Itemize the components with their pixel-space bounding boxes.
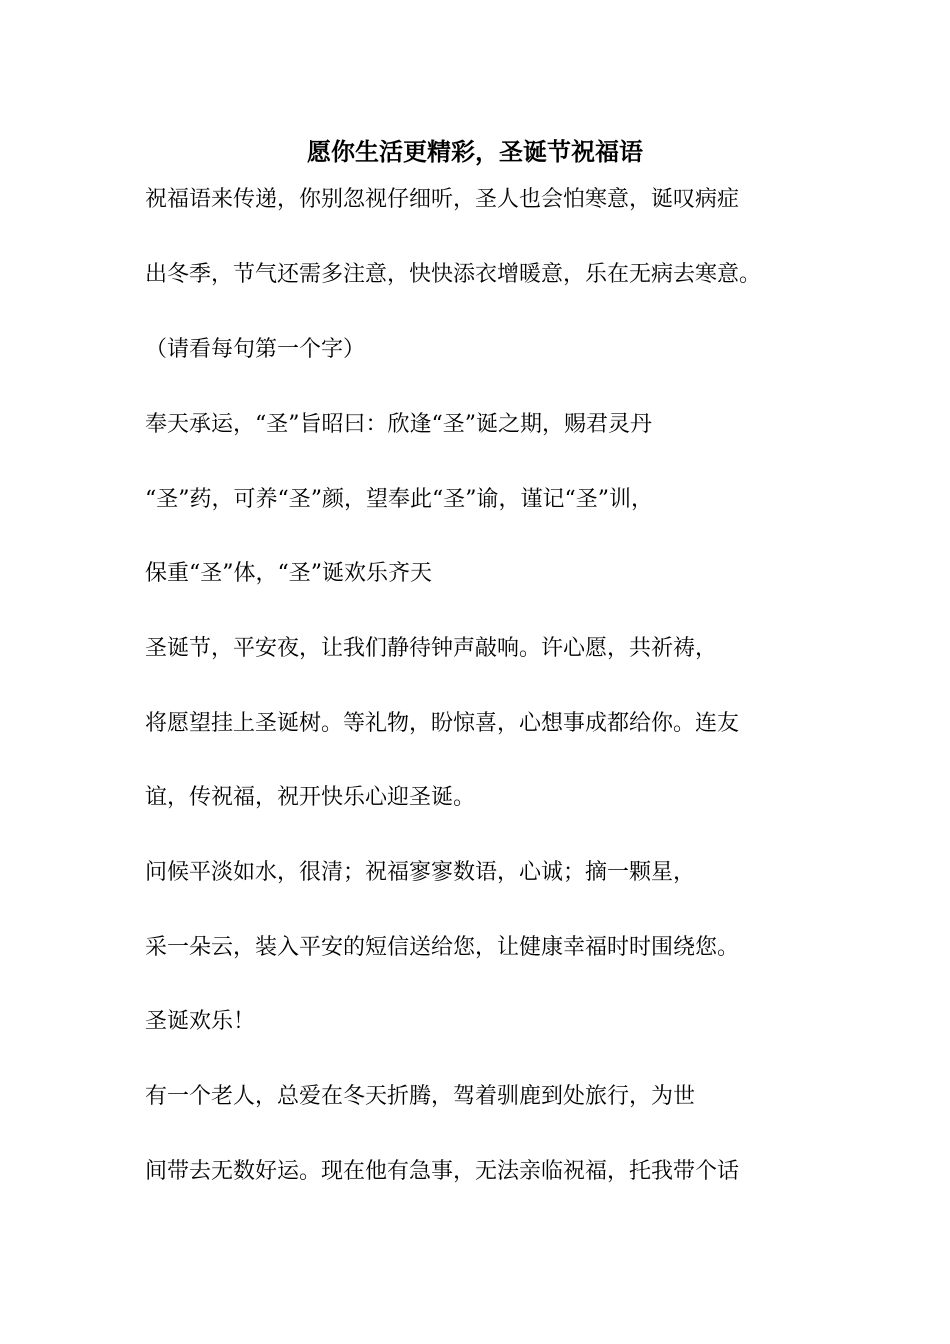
text-line: 问候平淡如水，很清；祝福寥寥数语，心诚；摘一颗星，	[145, 860, 696, 885]
text-line: 圣诞节，平安夜，让我们静待钟声敲响。许心愿，共祈祷，	[145, 636, 718, 661]
text-line: 有一个老人，总爱在冬天折腾，驾着驯鹿到处旅行，为世	[145, 1084, 696, 1109]
text-line: 采一朵云，装入平安的短信送给您，让健康幸福时时围绕您。	[145, 935, 740, 960]
text-line: “圣”药，可养“圣”颜，望奉此“圣”谕，谨记“圣”训，	[145, 487, 653, 512]
text-line: 保重“圣”体，“圣”诞欢乐齐天	[145, 561, 432, 586]
text-line: 圣诞欢乐！	[145, 1009, 256, 1034]
text-line: 奉天承运，“圣”旨昭曰：欣逢“圣”诞之期，赐君灵丹	[145, 412, 652, 437]
text-line: 将愿望挂上圣诞树。等礼物，盼惊喜，心想事成都给你。连友	[145, 711, 740, 736]
text-line: 谊，传祝福，祝开快乐心迎圣诞。	[145, 785, 476, 810]
text-line: 间带去无数好运。现在他有急事，无法亲临祝福，托我带个话	[145, 1159, 740, 1184]
text-line: 祝福语来传递，你别忽视仔细听，圣人也会怕寒意，诞叹病症	[145, 187, 740, 212]
document-title: 愿你生活更精彩，圣诞节祝福语	[307, 137, 643, 166]
text-line: 出冬季，节气还需多注意，快快添衣增暖意，乐在无病去寒意。	[145, 262, 762, 287]
text-line: （请看每句第一个字）	[145, 337, 366, 362]
